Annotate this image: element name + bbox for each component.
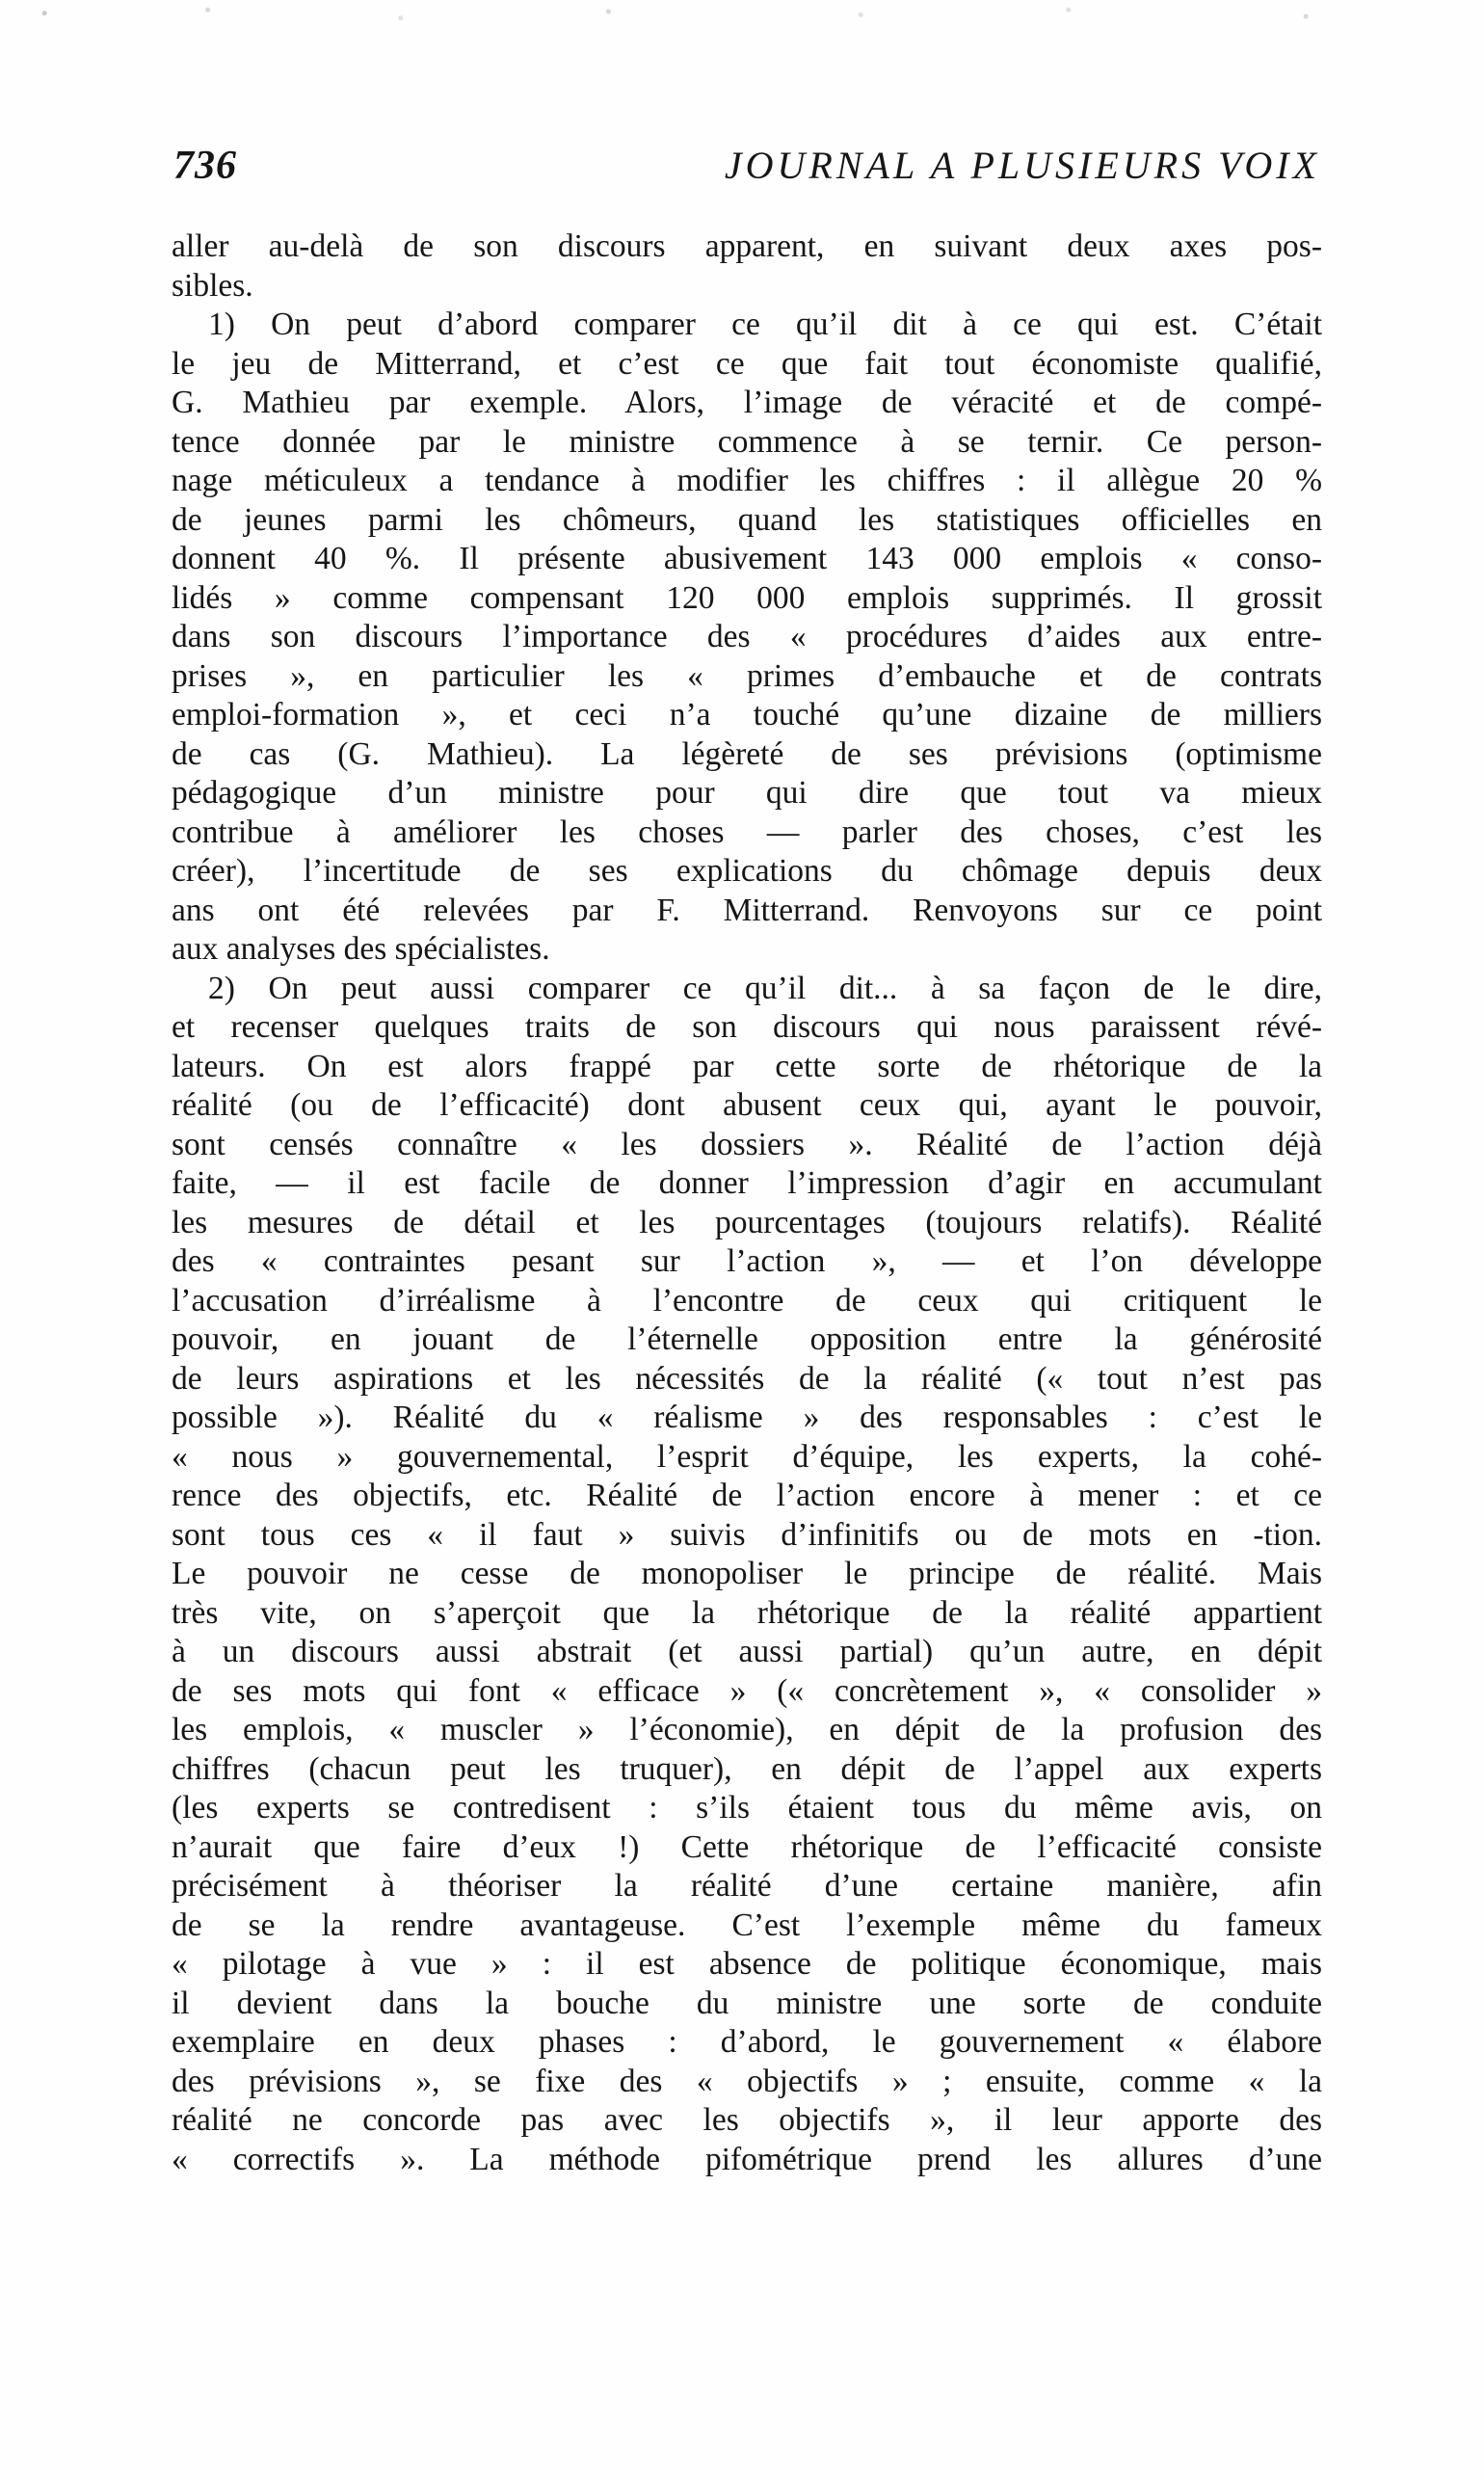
text-line: rence des objectifs, etc. Réalité de l’action encore à mener : et ce xyxy=(172,1478,1322,1513)
text-line: à un discours aussi abstrait (et aussi partial) qu’un autre, en dépit xyxy=(172,1634,1322,1669)
text-line: ans ont été relevées par F. Mitterrand. Renvoyons sur ce point xyxy=(172,892,1322,928)
text-line: lateurs. On est alors frappé par cette sorte de rhétorique de la xyxy=(172,1048,1322,1084)
text-line: des prévisions », se fixe des « objectifs » ; ensuite, comme « la xyxy=(172,2063,1322,2099)
text-line: de se la rendre avantageuse. C’est l’exemple même du fameux xyxy=(172,1906,1322,1943)
text-line: 2) On peut aussi comparer ce qu’il dit... à sa façon de le dire, xyxy=(208,970,1322,1006)
text-line: réalité ne concorde pas avec les objectifs », il leur apporte des xyxy=(172,2102,1322,2138)
text-line: faite, — il est facile de donner l’impression d’agir en accumulant xyxy=(172,1165,1322,1201)
text-line: emploi-formation », et ceci n’a touché qu’une dizaine de milliers xyxy=(172,697,1322,733)
text-line: précisément à théoriser la réalité d’une certaine manière, afin xyxy=(172,1868,1322,1904)
text-line: aux analyses des spécialistes. xyxy=(172,931,550,967)
text-line: « correctifs ». La méthode pifométrique prend les allures d’une xyxy=(172,2141,1322,2177)
text-line: possible »). Réalité du « réalisme » des responsables : c’est le xyxy=(172,1399,1322,1435)
text-line: l’accusation d’irréalisme à l’encontre de ceux qui critiquent le xyxy=(172,1282,1322,1319)
text-line: très vite, on s’aperçoit que la rhétorique de la réalité appartient xyxy=(172,1594,1322,1631)
page-header xyxy=(173,143,1320,191)
text-line: chiffres (chacun peut les truquer), en dépit de l’appel aux experts xyxy=(172,1750,1322,1787)
body-text xyxy=(172,227,1322,2179)
page-number: 736 xyxy=(173,144,237,188)
text-line: exemplaire en deux phases : d’abord, le gouvernement « élabore xyxy=(172,2024,1322,2060)
text-line: le jeu de Mitterrand, et c’est ce que fait tout économiste qualifié, xyxy=(172,345,1322,382)
text-line: il devient dans la bouche du ministre une sorte de conduite xyxy=(172,1985,1322,2021)
text-line: les emplois, « muscler » l’économie), en dépit de la profusion des xyxy=(172,1712,1322,1747)
text-line: nage méticuleux a tendance à modifier les chiffres : il allègue 20 % xyxy=(172,463,1322,498)
text-line: « nous » gouvernemental, l’esprit d’équipe, les experts, la cohé- xyxy=(172,1438,1322,1475)
text-line: sont tous ces « il faut » suivis d’infinitifs ou de mots en -tion. xyxy=(172,1516,1322,1553)
text-line: de ses mots qui font « efficace » (« concrètement », « consolider » xyxy=(172,1672,1322,1709)
scan-noise xyxy=(0,0,1484,33)
text-line: n’aurait que faire d’eux !) Cette rhétorique de l’efficacité consiste xyxy=(172,1828,1322,1865)
text-line: créer), l’incertitude de ses explications du chômage depuis deux xyxy=(172,853,1322,889)
text-line: donnent 40 %. Il présente abusivement 143 000 emplois « conso- xyxy=(172,541,1322,576)
text-line: sont censés connaître « les dossiers ». Réalité de l’action déjà xyxy=(172,1126,1322,1162)
text-line: G. Mathieu par exemple. Alors, l’image de véracité et de compé- xyxy=(172,385,1322,420)
text-line: pédagogique d’un ministre pour qui dire que tout va mieux xyxy=(172,775,1322,811)
text-line: aller au-delà de son discours apparent, en suivant deux axes pos- xyxy=(172,228,1322,264)
text-line: dans son discours l’importance des « procédures d’aides aux entre- xyxy=(172,619,1322,654)
running-title: JOURNAL A PLUSIEURS VOIX xyxy=(724,144,1320,187)
text-line: Le pouvoir ne cesse de monopoliser le principe de réalité. Mais xyxy=(172,1556,1322,1591)
text-line: 1) On peut d’abord comparer ce qu’il dit à ce qui est. C’était xyxy=(208,307,1322,342)
text-line: de cas (G. Mathieu). La légèreté de ses prévisions (optimisme xyxy=(172,735,1322,772)
text-line: (les experts se contredisent : s’ils étaient tous du même avis, on xyxy=(172,1790,1322,1826)
text-line: des « contraintes pesant sur l’action », — et l’on développe xyxy=(172,1243,1322,1279)
text-line: « pilotage à vue » : il est absence de politique économique, mais xyxy=(172,1946,1322,1982)
text-line: pouvoir, en jouant de l’éternelle opposition entre la générosité xyxy=(172,1321,1322,1357)
text-line: tence donnée par le ministre commence à se ternir. Ce person- xyxy=(172,423,1322,460)
text-line: et recenser quelques traits de son discours qui nous paraissent révé- xyxy=(172,1009,1322,1045)
text-line: de leurs aspirations et les nécessités de la réalité (« tout n’est pas xyxy=(172,1360,1322,1397)
text-line: prises », en particulier les « primes d’embauche et de contrats xyxy=(172,657,1322,694)
text-line: lidés » comme compensant 120 000 emplois supprimés. Il grossit xyxy=(172,579,1322,616)
text-line: réalité (ou de l’efficacité) dont abusent ceux qui, ayant le pouvoir, xyxy=(172,1087,1322,1123)
text-line: sibles. xyxy=(172,267,253,304)
text-line: contribue à améliorer les choses — parler des choses, c’est les xyxy=(172,813,1322,850)
text-line: de jeunes parmi les chômeurs, quand les statistiques officielles en xyxy=(172,501,1322,538)
text-line: les mesures de détail et les pourcentages (toujours relatifs). Réalité xyxy=(172,1204,1322,1240)
